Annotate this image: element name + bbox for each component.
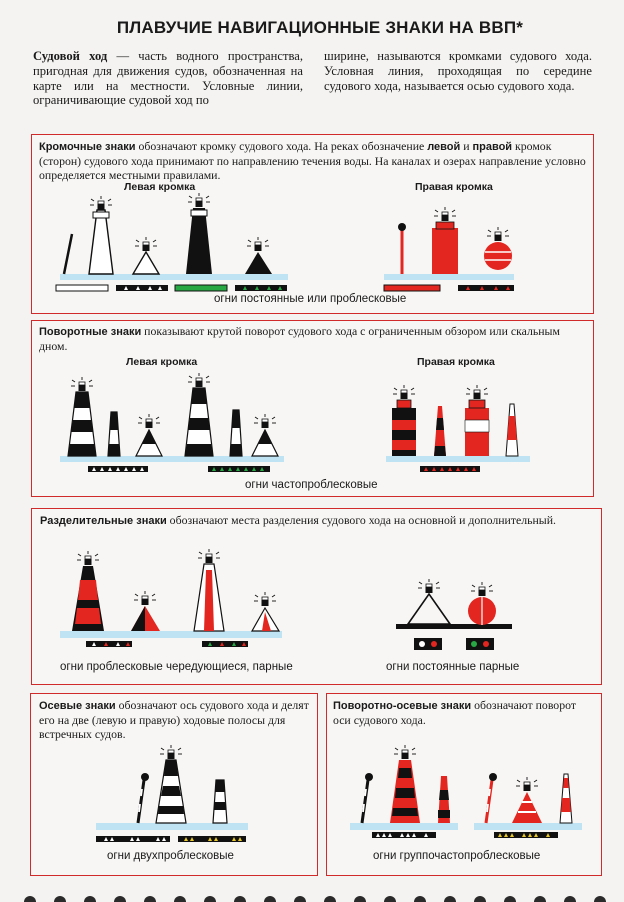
- turnaxis-red-black-tower: [390, 745, 420, 823]
- split-signs-description: Разделительные знаки обозначают места разделения судового хода на основной и дополнительный.: [40, 513, 556, 527]
- water-line-turnaxis-right: [474, 823, 582, 830]
- turn-left-signs: [60, 373, 284, 472]
- turn-signs-description: Поворотные знаки показывают крутой поворот судового хода с ограниченным обзором или скальным дном.: [39, 324, 560, 353]
- turnaxis-signs-term: Поворотно-осевые знаки: [333, 700, 472, 712]
- striped-spar-buoy-black: [108, 412, 120, 456]
- red-sphere-split-buoy: [468, 582, 496, 625]
- turnaxis-red-black-spar: [438, 776, 450, 823]
- turnaxis-signs: [350, 745, 582, 838]
- edge-left-label: Левая кромка: [124, 181, 196, 193]
- edge-right-label: Правая кромка: [415, 181, 493, 193]
- turn-signs-term: Поворотные знаки: [39, 326, 142, 338]
- red-black-cone-buoy: [131, 591, 160, 631]
- edge-signs-term: Кромочные знаки: [39, 141, 136, 153]
- red-white-spar-buoy: [506, 404, 518, 456]
- red-black-spar-buoy: [434, 406, 446, 456]
- intro-right: ширине, называются кромками судового хода. Условная линия, проходящая по середине судового хода, называется осью судового хода.: [324, 49, 592, 93]
- page-title: ПЛАВУЧИЕ НАВИГАЦИОННЫЕ ЗНАКИ НА ВВП*: [116, 18, 524, 37]
- split-left-signs: [60, 549, 282, 647]
- red-sphere-buoy: [484, 227, 512, 270]
- striped-cone-buoy-black-2: [252, 414, 278, 456]
- axis-signs-term: Осевые знаки: [39, 700, 116, 712]
- water-line-left: [60, 274, 288, 280]
- turnaxis-pole-red: [486, 773, 497, 823]
- right-word: правой: [472, 141, 513, 153]
- split-caption-right: огни постоянные парные: [386, 661, 520, 673]
- light-bar-white-red-alternating: [86, 641, 132, 647]
- intro-term: Судовой ход: [33, 49, 108, 63]
- white-cone-buoy: [133, 237, 159, 274]
- striped-spar-buoy-black-2: [230, 410, 242, 456]
- turnaxis-pole-black: [362, 773, 373, 823]
- axis-pole-sign: [138, 773, 149, 823]
- left-word: левой: [427, 141, 461, 153]
- split-right-signs: [396, 579, 512, 650]
- axis-striped-spar-buoy: [213, 780, 227, 823]
- light-bar-green: [175, 285, 227, 291]
- water-line-split-left: [60, 631, 282, 638]
- striped-cone-buoy-black: [136, 414, 162, 456]
- black-cone-buoy: [245, 237, 272, 274]
- white-triangle-frame-buoy: [408, 579, 450, 624]
- axis-signs: [96, 745, 248, 842]
- black-tower-buoy: [186, 193, 212, 274]
- red-white-cylinder-buoy: [465, 385, 489, 456]
- turn-right-signs: [386, 385, 530, 472]
- water-line-right: [384, 274, 514, 280]
- white-tower-buoy: [89, 196, 113, 274]
- red-cylinder-buoy: [432, 207, 458, 274]
- water-line-turn-right: [386, 456, 530, 462]
- red-black-tower-buoy: [72, 551, 104, 631]
- light-bar-red: [384, 285, 440, 291]
- axis-caption: огни двухпроблесковые: [107, 850, 234, 862]
- edge-left-signs: [56, 193, 288, 291]
- turn-left-label: Левая кромка: [126, 356, 198, 368]
- intro-left-text: — часть водного пространства, пригодная для движения судов, обозначенная на карте или на местности. Условные линии, ограничивающие судовой ход по: [33, 49, 303, 108]
- axis-striped-tower-buoy: [156, 745, 186, 823]
- turnaxis-red-white-cone: [512, 777, 542, 823]
- light-bar-red-flashing: [458, 285, 514, 291]
- light-bar-green-red-alternating: [202, 641, 248, 647]
- red-white-cone-buoy: [252, 592, 279, 631]
- red-white-tower-buoy: [194, 549, 224, 631]
- axis-signs-description: Осевые знаки обозначают ось судового хода и делят его на две (левую и правую) ходовые полосы для встречных судов.: [39, 698, 309, 741]
- split-caption-left: огни проблесковые чередующиеся, парные: [60, 661, 293, 673]
- turn-right-label: Правая кромка: [417, 356, 495, 368]
- turnaxis-caption: огни группочастопроблесковые: [373, 850, 541, 862]
- striped-tower-buoy-black: [68, 377, 96, 456]
- light-bar-axis-yellow: [178, 836, 246, 842]
- water-line-turnaxis-left: [350, 823, 458, 830]
- edge-signs-description: Кромочные знаки обозначают кромку судового хода. На реках обозначение левой и правой кромок (сторон) судового хода принимают по направлению течения воды. На каналах и озерах направление условно определяется местными правилами.: [39, 139, 586, 182]
- binder-holes: [24, 896, 606, 902]
- edge-caption: огни постоянные или проблесковые: [214, 293, 407, 305]
- turn-caption: огни частопроблесковые: [245, 479, 378, 491]
- striped-tower-buoy-black-2: [185, 373, 213, 456]
- light-bar-white: [56, 285, 108, 291]
- turnaxis-signs-description: Поворотно-осевые знаки обозначают поворот оси судового хода.: [333, 698, 576, 727]
- split-signs-term: Разделительные знаки: [40, 515, 167, 527]
- edge-right-signs: [384, 207, 514, 291]
- water-line-axis: [96, 823, 248, 830]
- light-pair-box-1: [414, 638, 442, 650]
- turnaxis-red-white-spar: [560, 774, 572, 823]
- pole-sign-white: [64, 234, 72, 274]
- light-pair-box-2: [466, 638, 494, 650]
- water-line-turn-left: [60, 456, 284, 462]
- red-black-cylinder-buoy: [392, 385, 416, 456]
